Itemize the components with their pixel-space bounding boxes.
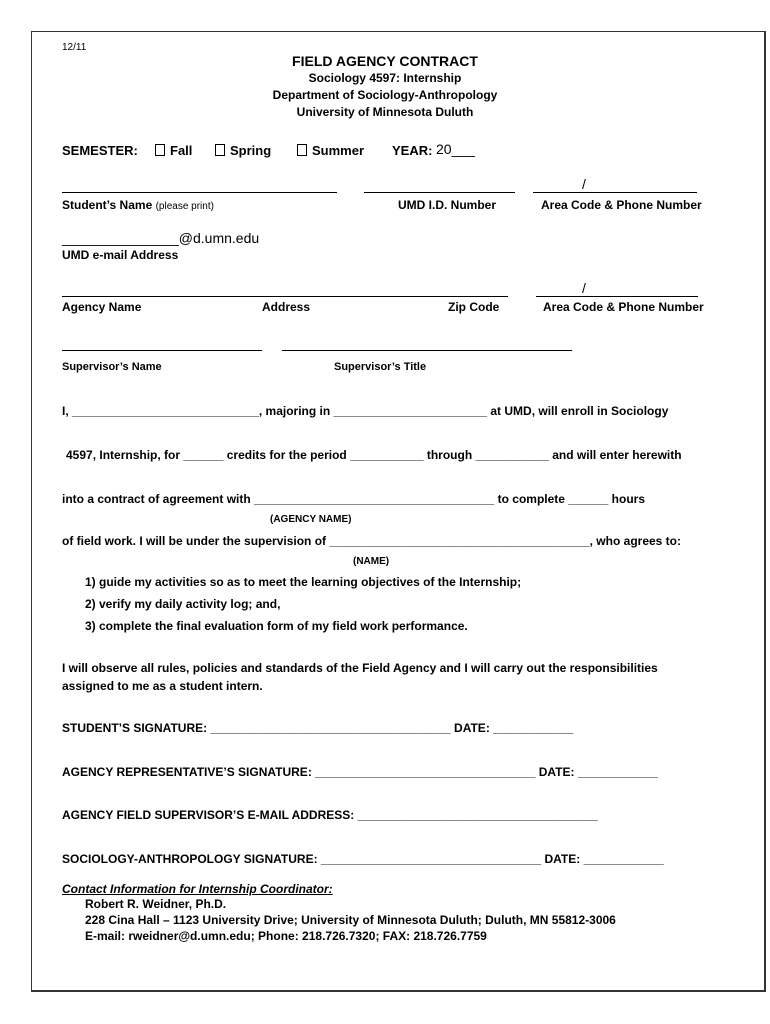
- umd-id-line[interactable]: [364, 192, 515, 193]
- agency-address-label: Address: [262, 300, 311, 314]
- coordinator-email-phone: E-mail: rweidner@d.umn.edu; Phone: 218.726.7320; FAX: 218.726.7759: [85, 929, 487, 943]
- summer-checkbox[interactable]: [297, 144, 307, 156]
- agency-info-line[interactable]: [62, 296, 508, 297]
- coordinator-name: Robert R. Weidner, Ph.D.: [85, 897, 227, 911]
- observe-statement-line-2: assigned to me as a student intern.: [62, 679, 263, 693]
- summer-option[interactable]: Summer: [297, 143, 364, 158]
- spring-option[interactable]: Spring: [215, 143, 271, 158]
- year-label: YEAR:: [392, 143, 433, 158]
- agency-phone-line[interactable]: [536, 296, 698, 297]
- agency-name-note: (AGENCY NAME): [270, 514, 352, 525]
- supervisor-name-label: Supervisor’s Name: [62, 361, 162, 373]
- student-phone-line[interactable]: [533, 192, 697, 193]
- student-phone-separator: /: [582, 176, 586, 192]
- department-name: Department of Sociology-Anthropology: [272, 88, 498, 102]
- course-name: Sociology 4597: Internship: [308, 71, 462, 85]
- year-field[interactable]: 20___: [436, 141, 475, 157]
- student-phone-label: Area Code & Phone Number: [541, 198, 702, 212]
- form-code: 12/11: [62, 42, 87, 53]
- university-name: University of Minnesota Duluth: [296, 105, 474, 119]
- agreement-item-3: 3) complete the final evaluation form of my field work performance.: [85, 619, 468, 633]
- supervisor-title-line[interactable]: [282, 350, 572, 351]
- agreement-item-1: 1) guide my activities so as to meet the learning objectives of the Internship;: [85, 575, 522, 589]
- semester-label: SEMESTER:: [62, 143, 138, 158]
- agency-rep-signature-line[interactable]: AGENCY REPRESENTATIVE’S SIGNATURE: _________________________________ DATE: ____________: [62, 765, 658, 779]
- student-signature-line[interactable]: STUDENT’S SIGNATURE: ____________________________________ DATE: ____________: [62, 721, 574, 735]
- socanth-signature-line[interactable]: SOCIOLOGY-ANTHROPOLOGY SIGNATURE: _________________________________ DATE: ____________: [62, 852, 664, 866]
- student-name-label: Student’s Name (please print): [62, 198, 214, 212]
- agency-phone-label: Area Code & Phone Number: [543, 300, 704, 314]
- fall-option[interactable]: Fall: [155, 143, 192, 158]
- supervisor-name-line[interactable]: [62, 350, 262, 351]
- agreement-line-2: 4597, Internship, for ______ credits for the period ___________ through ___________ and will enter herewith: [66, 448, 682, 462]
- observe-statement-line-1: I will observe all rules, policies and standards of the Field Agency and I will carry out the responsibilities: [62, 661, 658, 675]
- agreement-item-2: 2) verify my daily activity log; and,: [85, 597, 281, 611]
- supervisor-name-note: (NAME): [353, 556, 390, 567]
- form-title: FIELD AGENCY CONTRACT: [292, 53, 478, 69]
- student-name-hint: (please print): [155, 201, 214, 212]
- agency-name-label: Agency Name: [62, 300, 142, 314]
- supervisor-email-line[interactable]: AGENCY FIELD SUPERVISOR’S E-MAIL ADDRESS: ____________________________________: [62, 808, 598, 822]
- agency-phone-separator: /: [582, 280, 586, 296]
- form-page: [31, 31, 766, 992]
- contact-heading: Contact Information for Internship Coordinator:: [62, 882, 333, 896]
- student-name-line[interactable]: [62, 192, 337, 193]
- agreement-line-3: into a contract of agreement with ____________________________________ to complete ______ hours: [62, 492, 646, 506]
- supervisor-title-label: Supervisor’s Title: [334, 361, 427, 373]
- spring-checkbox[interactable]: [215, 144, 225, 156]
- agency-zip-label: Zip Code: [448, 300, 500, 314]
- agreement-line-4: of field work. I will be under the supervision of _______________________________________, who agrees to:: [62, 534, 681, 548]
- email-field[interactable]: [62, 230, 259, 246]
- coordinator-address: 228 Cina Hall – 1123 University Drive; University of Minnesota Duluth; Duluth, MN 55812-3006: [85, 913, 616, 927]
- email-label: UMD e-mail Address: [62, 248, 179, 262]
- email-prefix-blank: _______________: [62, 230, 179, 246]
- fall-checkbox[interactable]: [155, 144, 165, 156]
- email-domain: @d.umn.edu: [178, 230, 260, 246]
- agreement-line-1: I, ____________________________, majoring in _______________________ at UMD, will enroll in Sociology: [62, 404, 669, 418]
- umd-id-label: UMD I.D. Number: [398, 198, 497, 212]
